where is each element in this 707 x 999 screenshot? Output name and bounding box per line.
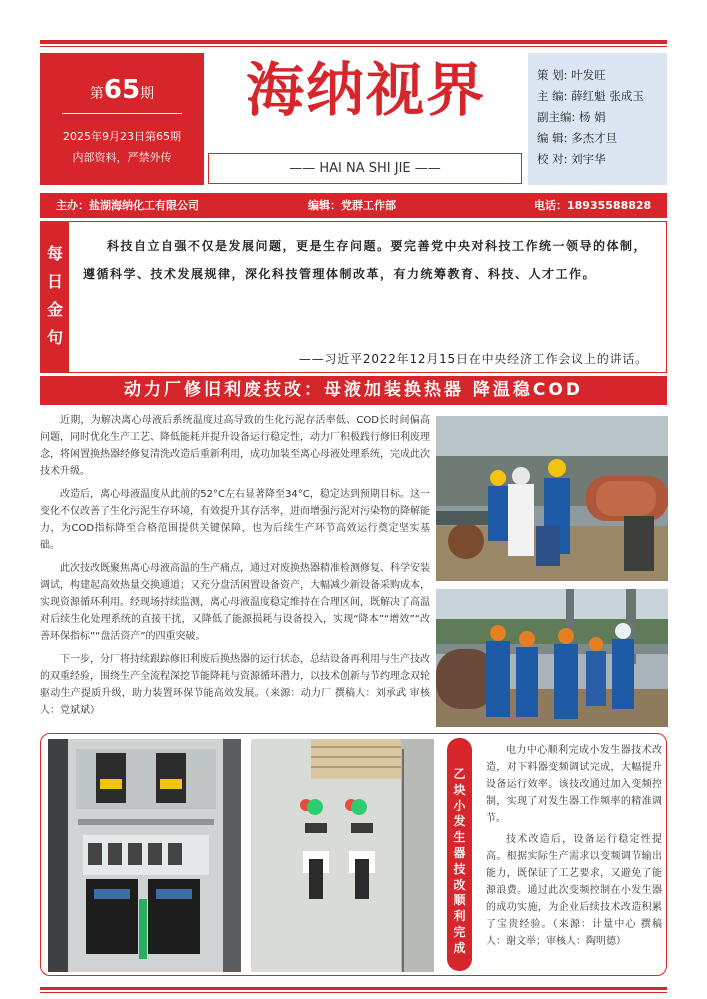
issue-box — [40, 53, 204, 185]
staff-planner: 策 划: 叶发旺 — [537, 68, 606, 82]
photo-indicator-panel — [251, 739, 434, 972]
info-bar — [40, 193, 667, 218]
bottom-rule-thin — [40, 992, 667, 993]
daily-quote-source: ——习近平2022年12月15日在中央经济工作会议上的讲话。 — [298, 352, 648, 366]
staff-proofreader: 校 对: 刘宇华 — [537, 152, 606, 166]
side-article-title: 乙块小发生器技改顺利完成 — [447, 738, 472, 971]
editor-dept: 编辑：党群工作部 — [308, 199, 396, 212]
photo-pipeline-workers — [436, 589, 668, 727]
top-rule-thin — [40, 46, 667, 47]
staff-deputy-editor: 副主编: 杨 娟 — [537, 110, 606, 124]
side-article-paragraph: 电力中心顺利完成小发生器技术改造，对下料器变频调试完成，大幅提升设备运行效率。该技改通过加入变频控制，实现了对发生器工作频率的精准调节。 — [486, 745, 662, 824]
staff-box — [528, 53, 667, 185]
article-paragraph: 此次技改既聚焦离心母液高温的生产痛点，通过对废换热器精准检测修复、科学安装调试，构建起高效热量交换通道；又充分盘活闲置设备资产，大幅减少新设备采购成本，实现资源循环利用。经现场持续监测，离心母液温度稳定维持在合理区间，既解决了高温对后续生化处理系统的直接干扰，又降低了能源损耗与设备投入，实现“降本”“增效”“改善环保指标”“盘活资产”的四重突破。 — [40, 563, 430, 642]
bottom-rule — [40, 987, 667, 990]
host-org: 主办：盐湖海纳化工有限公司 — [56, 199, 199, 212]
title-pinyin: —— HAI NA SHI JIE —— — [208, 153, 522, 184]
main-article — [40, 412, 430, 719]
daily-quote-box — [40, 221, 667, 373]
article-paragraph: 改造后，离心母液温度从此前的52°C左右显著降至34°C，稳定达到预期目标。这一变化不仅改善了生化污泥生存环境，有效提升其存活率，进而增强污泥对污染物的降解能力，为COD指标降至合格范围提供关键保障，也为后续生产环节高效运行奠定坚实基础。 — [40, 489, 430, 551]
photo-control-cabinet — [48, 739, 241, 972]
daily-quote-text: 科技自立自强不仅是发展问题，更是生存问题。要完善党中央对科技工作统一领导的体制，遵循科学、技术发展规律，深化科技管理体制改革，有力统筹教育、科技、人才工作。 — [83, 239, 648, 281]
staff-editor: 编 辑: 多杰才旦 — [537, 131, 618, 145]
top-rule — [40, 40, 667, 44]
article-paragraph: 近期，为解决离心母液后系统温度过高导致的生化污泥存活率低、COD长时间偏高问题，同时优化生产工艺、降低能耗并提升设备运行稳定性，动力厂积极践行修旧利废理念，将闲置换热器经修复清洗改造后重新利用，成功加装至离心母液处理系统，完成此次技术升级。 — [40, 415, 430, 477]
issue-date: 2025年9月23日第65期 — [63, 130, 181, 143]
photo-heat-exchanger-workers — [436, 416, 668, 581]
article-paragraph: 下一步，分厂将持续跟踪修旧利废后换热器的运行状态，总结设备再利用与生产技改的双重经验，围绕生产全流程深挖节能降耗与资源循环潜力，以技术创新与节约理念双轮驱动生产提质升级，助力装置环保节能高效发展。（来源：动力厂 撰稿人：刘承武 审核人：党斌斌） — [40, 654, 430, 716]
side-article — [486, 742, 662, 954]
side-article-paragraph: 技术改造后，设备运行稳定性提高。根据实际生产需求以变频调节输出能力，既保证了工艺要求，又避免了能源浪费。通过此次变频控制在小发生器的成功实施，为企业后续技术改造积累了宝贵经验。（来源：计量中心 撰稿人：谢文举；审核人：陶明德） — [486, 834, 662, 947]
issue-number: 第65期 — [89, 75, 155, 105]
daily-quote-label: 每日金句 — [41, 222, 69, 372]
internal-note: 内部资料，严禁外传 — [72, 151, 172, 164]
issue-divider — [62, 113, 182, 114]
staff-chief-editor: 主 编: 薛红魁 张成玉 — [537, 89, 644, 103]
contact-phone: 电话：18935588828 — [534, 199, 652, 212]
article-headline: 动力厂修旧利废技改：母液加装换热器 降温稳COD — [40, 376, 667, 405]
newspaper-title: 海纳视界 — [245, 56, 486, 124]
